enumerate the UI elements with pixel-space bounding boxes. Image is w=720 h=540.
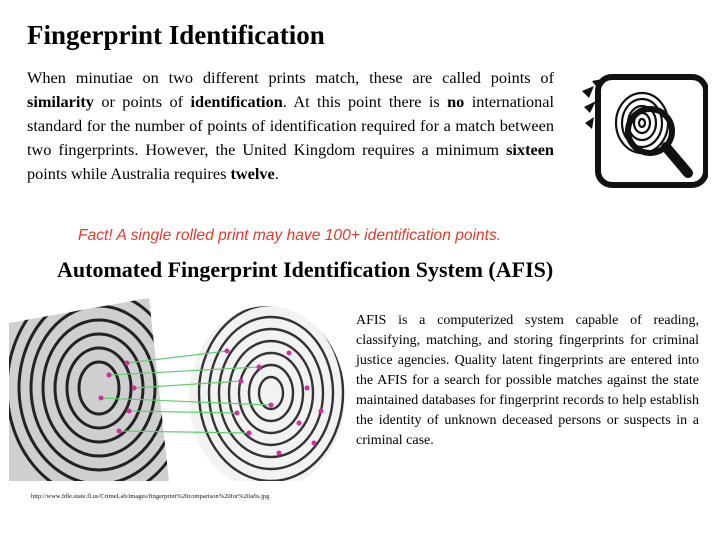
bold-no: no — [447, 92, 465, 111]
afis-heading: Automated Fingerprint Identification System (AFIS) — [57, 257, 554, 282]
bold-similarity: similarity — [27, 92, 94, 111]
bold-identification: identification — [190, 92, 283, 111]
intro-text: or points of — [93, 92, 191, 111]
image-source-url: http://www.fdle.state.fl.us/CrimeLab/images/fingerprint%20comparison%20for%20afis.jpg — [31, 493, 270, 500]
slide-title: Fingerprint Identification — [27, 20, 325, 50]
intro-text: . — [274, 164, 279, 183]
intro-paragraph — [27, 66, 554, 186]
intro-text: When minutiae on two different prints match, these are called points of — [27, 68, 554, 87]
bold-sixteen: sixteen — [506, 140, 554, 159]
intro-text: international standard for the number of points of identification required for a match between two fingerprints. However, the United Kingdom requires a minimum — [27, 92, 555, 159]
fingerprint-comparison-image — [9, 293, 345, 481]
intro-text: . At this point there is — [282, 92, 448, 111]
bold-twelve: twelve — [230, 164, 275, 183]
intro-text: points while Australia requires — [27, 164, 231, 183]
fact-callout: Fact! A single rolled print may have 100+ identification points. — [78, 227, 502, 244]
fingerprint-magnifier-icon — [580, 73, 708, 191]
afis-description: AFIS is a computerized system capable of reading, classifying, matching, and storing fingerprints for criminal justice agencies. Quality latent fingerprints are entered into the AFIS for a search for possible matches against the state maintained databases for fingerprint records to help establish the identity of unknown deceased persons or suspects in a criminal case. — [356, 313, 699, 448]
